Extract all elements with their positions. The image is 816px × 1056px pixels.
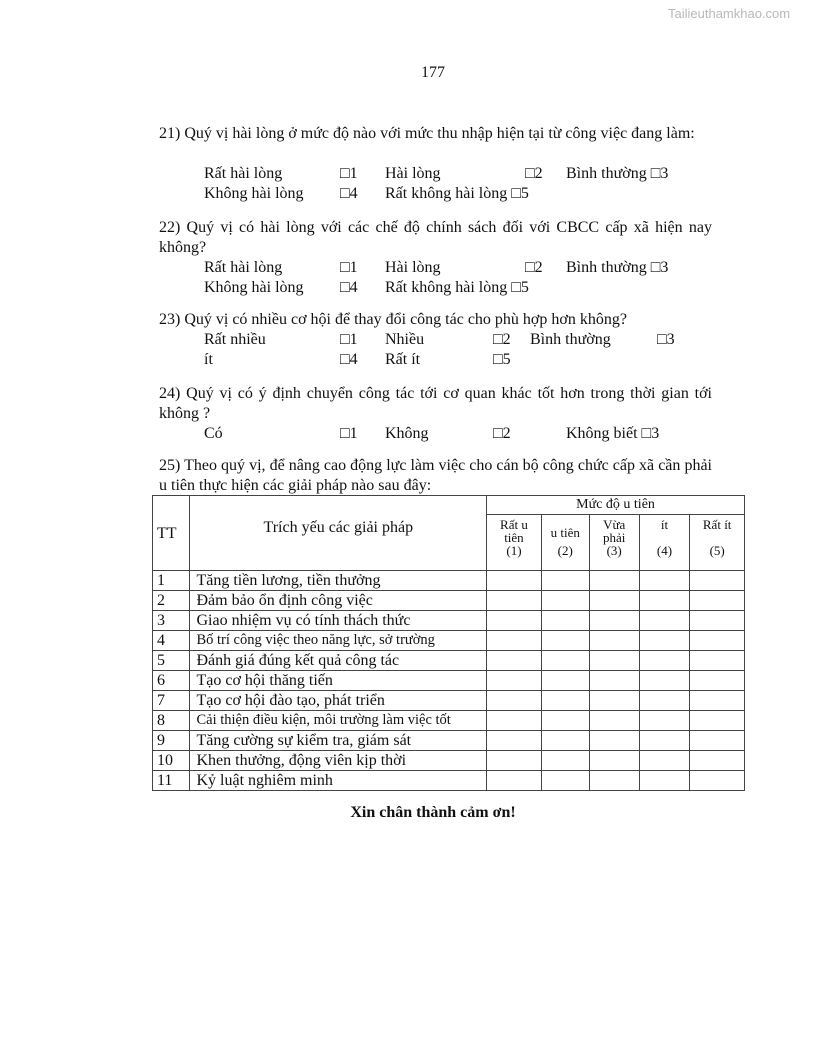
table-row <box>153 631 745 651</box>
row-number: 5 <box>153 651 190 671</box>
header-priority-level: Mức độ u tiên <box>487 496 745 515</box>
row-solution: Tạo cơ hội đào tạo, phát triển <box>190 691 487 711</box>
question-22: 22) Quý vị có hài lòng với các chế độ chính sách đối với CBCC cấp xã hiện nay không? <box>159 219 712 256</box>
option-label: Không hài lòng <box>204 185 304 202</box>
rating-cell-1[interactable] <box>487 631 542 651</box>
option-label: Rất nhiều <box>204 331 266 348</box>
option-checkbox[interactable]: □4 <box>340 351 358 368</box>
rating-cell-3[interactable] <box>589 771 639 791</box>
question-23: 23) Quý vị có nhiều cơ hội để thay đổi công tác cho phù hợp hơn không? <box>159 311 627 328</box>
rating-cell-3[interactable] <box>589 671 639 691</box>
row-solution: Giao nhiệm vụ có tính thách thức <box>190 611 487 631</box>
option-label: Có <box>204 425 223 442</box>
rating-cell-3[interactable] <box>589 631 639 651</box>
rating-cell-1[interactable] <box>487 711 542 731</box>
option-label[interactable]: Bình thường □3 <box>566 259 669 276</box>
rating-cell-2[interactable] <box>541 671 589 691</box>
row-number: 4 <box>153 631 190 651</box>
table-row <box>153 771 745 791</box>
rating-cell-3[interactable] <box>589 591 639 611</box>
closing-thanks: Xin chân thành cảm ơn! <box>350 804 516 821</box>
row-number: 11 <box>153 771 190 791</box>
row-solution: Tăng cường sự kiểm tra, giám sát <box>190 731 487 751</box>
header-level-line <box>542 557 589 570</box>
row-solution: Đảm bảo ổn định công việc <box>190 591 487 611</box>
question-21: 21) Quý vị hài lòng ở mức độ nào với mức thu nhập hiện tại từ công việc đang làm: <box>159 125 695 142</box>
option-label: Hài lòng <box>385 259 441 276</box>
rating-cell-3[interactable] <box>589 571 639 591</box>
table-row <box>153 671 745 691</box>
rating-cell-1[interactable] <box>487 591 542 611</box>
rating-cell-4[interactable] <box>639 611 690 631</box>
header-level-line: Vừa <box>603 517 626 532</box>
header-level-line: phải <box>602 530 626 545</box>
rating-cell-1[interactable] <box>487 671 542 691</box>
option-label: ít <box>204 351 213 368</box>
option-checkbox[interactable]: □2 <box>525 165 543 182</box>
rating-cell-5[interactable] <box>690 691 745 711</box>
rating-cell-5[interactable] <box>690 571 745 591</box>
rating-cell-1[interactable] <box>487 731 542 751</box>
rating-cell-4[interactable] <box>639 711 690 731</box>
rating-cell-5[interactable] <box>690 631 745 651</box>
rating-cell-3[interactable] <box>589 611 639 631</box>
page-number: 177 <box>421 64 445 81</box>
header-level-line: tiên <box>504 530 524 545</box>
rating-cell-2[interactable] <box>541 631 589 651</box>
rating-cell-3[interactable] <box>589 691 639 711</box>
option-checkbox[interactable]: □1 <box>340 165 358 182</box>
rating-cell-4[interactable] <box>639 571 690 591</box>
header-level-line: ít <box>660 517 669 532</box>
rating-cell-4[interactable] <box>639 631 690 651</box>
option-checkbox[interactable]: □2 <box>525 259 543 276</box>
header-solution: Trích yếu các giải pháp <box>190 496 487 571</box>
option-label: Hài lòng <box>385 165 441 182</box>
table-row <box>153 751 745 771</box>
rating-cell-3[interactable] <box>589 711 639 731</box>
header-level-2 <box>541 515 589 571</box>
option-checkbox[interactable]: □1 <box>340 425 358 442</box>
header-level-5 <box>690 515 745 571</box>
question-25: 25) Theo quý vị, để nâng cao động lực làm việc cho cán bộ công chức cấp xã cần phải u tiên thực hiện các giải pháp nào sau đây: <box>159 457 712 494</box>
header-tt: TT <box>153 496 190 571</box>
option-label: Bình thường <box>530 331 611 348</box>
rating-cell-2[interactable] <box>541 771 589 791</box>
rating-cell-1[interactable] <box>487 771 542 791</box>
option-label[interactable]: Rất không hài lòng □5 <box>385 279 529 296</box>
option-checkbox[interactable]: □1 <box>340 331 358 348</box>
option-label[interactable]: Rất không hài lòng □5 <box>385 185 529 202</box>
header-level-3 <box>589 515 639 571</box>
option-checkbox[interactable]: □5 <box>493 351 511 368</box>
table-row <box>153 731 745 751</box>
option-checkbox[interactable]: □3 <box>657 331 675 348</box>
header-level-line: (1) <box>506 543 522 558</box>
rating-cell-5[interactable] <box>690 711 745 731</box>
rating-cell-2[interactable] <box>541 611 589 631</box>
row-number: 6 <box>153 671 190 691</box>
rating-cell-2[interactable] <box>541 731 589 751</box>
option-checkbox[interactable]: □4 <box>340 279 358 296</box>
rating-cell-5[interactable] <box>690 751 745 771</box>
header-level-line: Rất u <box>500 517 528 532</box>
table-row <box>153 591 745 611</box>
row-number: 1 <box>153 571 190 591</box>
table-row <box>153 651 745 671</box>
rating-cell-4[interactable] <box>639 671 690 691</box>
row-solution: Tăng tiền lương, tiền thưởng <box>190 571 487 591</box>
rating-cell-2[interactable] <box>541 691 589 711</box>
table-row <box>153 611 745 631</box>
header-level-line: (3) <box>606 543 622 558</box>
option-checkbox[interactable]: □2 <box>493 331 511 348</box>
header-level-1 <box>487 515 542 571</box>
rating-cell-3[interactable] <box>589 651 639 671</box>
rating-cell-3[interactable] <box>589 751 639 771</box>
rating-cell-2[interactable] <box>541 651 589 671</box>
option-label: Không <box>385 425 429 442</box>
row-solution: Kỷ luật nghiêm minh <box>190 771 487 791</box>
rating-cell-5[interactable] <box>690 731 745 751</box>
table-row <box>153 571 745 591</box>
row-number: 10 <box>153 751 190 771</box>
row-solution: Đánh giá đúng kết quả công tác <box>190 651 487 671</box>
row-solution: Khen thưởng, động viên kịp thời <box>190 751 487 771</box>
question-24: 24) Quý vị có ý định chuyển công tác tới cơ quan khác tốt hơn trong thời gian tới không ? <box>159 385 712 422</box>
row-number: 7 <box>153 691 190 711</box>
option-checkbox[interactable]: □4 <box>340 185 358 202</box>
option-label[interactable]: Bình thường □3 <box>566 165 669 182</box>
watermark: Tailieuthamkhao.com <box>668 6 791 21</box>
rating-cell-1[interactable] <box>487 651 542 671</box>
option-label: Rất ít <box>385 351 421 368</box>
option-checkbox[interactable]: □1 <box>340 259 358 276</box>
rating-cell-1[interactable] <box>487 571 542 591</box>
row-number: 9 <box>153 731 190 751</box>
rating-cell-3[interactable] <box>589 731 639 751</box>
row-solution: Tạo cơ hội thăng tiến <box>190 671 487 691</box>
solutions-table <box>152 495 745 791</box>
row-solution: Bố trí công việc theo năng lực, sở trường <box>190 631 487 651</box>
option-label: Nhiều <box>385 331 425 348</box>
table-row <box>153 711 745 731</box>
rating-cell-1[interactable] <box>487 691 542 711</box>
rating-cell-4[interactable] <box>639 751 690 771</box>
rating-cell-1[interactable] <box>487 611 542 631</box>
row-number: 2 <box>153 591 190 611</box>
rating-cell-5[interactable] <box>690 611 745 631</box>
row-number: 3 <box>153 611 190 631</box>
rating-cell-4[interactable] <box>639 731 690 751</box>
header-level-line: u tiên <box>550 525 580 540</box>
option-label[interactable]: Không biết □3 <box>566 425 660 442</box>
rating-cell-5[interactable] <box>690 651 745 671</box>
rating-cell-1[interactable] <box>487 751 542 771</box>
rating-cell-4[interactable] <box>639 651 690 671</box>
option-label: Rất hài lòng <box>204 165 283 182</box>
rating-cell-4[interactable] <box>639 591 690 611</box>
option-label: Rất hài lòng <box>204 259 283 276</box>
rating-cell-4[interactable] <box>639 691 690 711</box>
header-level-line: (4) <box>656 543 673 558</box>
header-level-line: Rất ít <box>702 517 732 532</box>
option-checkbox[interactable]: □2 <box>493 425 511 442</box>
row-number: 8 <box>153 711 190 731</box>
rating-cell-5[interactable] <box>690 771 745 791</box>
rating-cell-2[interactable] <box>541 711 589 731</box>
option-label: Không hài lòng <box>204 279 304 296</box>
table-row <box>153 691 745 711</box>
rating-cell-5[interactable] <box>690 671 745 691</box>
header-level-line: (2) <box>557 543 573 558</box>
header-level-line: (5) <box>709 543 725 558</box>
header-level-4 <box>639 515 690 571</box>
rating-cell-2[interactable] <box>541 591 589 611</box>
rating-cell-2[interactable] <box>541 751 589 771</box>
row-solution: Cải thiện điều kiện, môi trường làm việc tốt <box>190 711 487 731</box>
rating-cell-5[interactable] <box>690 591 745 611</box>
rating-cell-2[interactable] <box>541 571 589 591</box>
rating-cell-4[interactable] <box>639 771 690 791</box>
